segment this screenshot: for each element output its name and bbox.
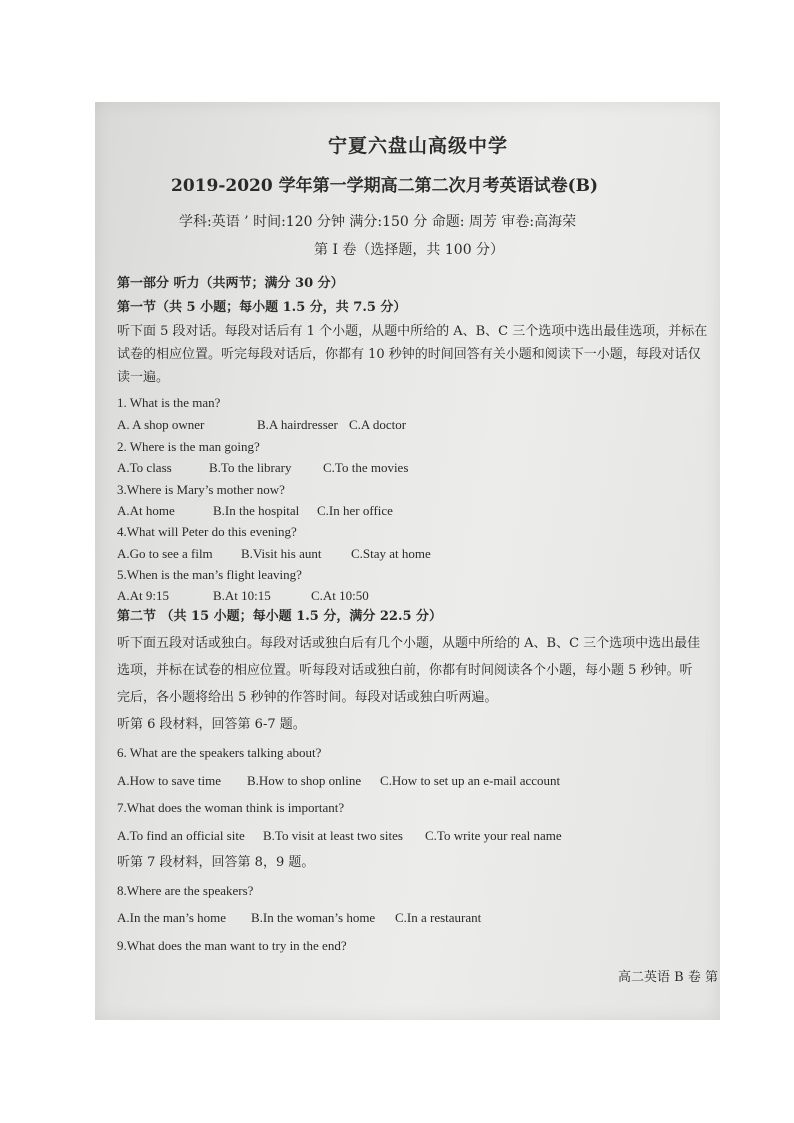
option-a: A.At 9:15	[117, 588, 169, 603]
material-6-note: 听第 6 段材料，回答第 6-7 题。	[117, 717, 306, 732]
option-b: B.To the library	[209, 460, 292, 475]
section2-title: 第二节 （共 15 小题；每小题 1.5 分，满分 22.5 分）	[117, 609, 443, 624]
question-1-options	[117, 417, 406, 433]
section2-instruction-line: 完后，各小题将给出 5 秒钟的作答时间。每段对话或独白听两遍。	[117, 690, 498, 705]
option-a: A.Go to see a film	[117, 546, 213, 561]
question-5-options	[117, 588, 369, 604]
exam-paper	[95, 102, 720, 1020]
section2-instruction-line: 选项，并标在试卷的相应位置。听每段对话或独白前，你都有时间阅读各个小题，每小题 5 秒钟。听	[117, 663, 693, 678]
option-a: A.In the man’s home	[117, 910, 227, 925]
option-c: C.A doctor	[349, 417, 407, 432]
question-7-options	[117, 828, 562, 844]
question-2-options	[117, 460, 408, 476]
option-c: C.How to set up an e-mail account	[380, 773, 561, 788]
page-footer: 高二英语 B 卷 第	[618, 970, 718, 985]
question-7: 7.What does the woman think is important?	[117, 800, 345, 815]
question-8: 8.Where are the speakers?	[117, 883, 254, 898]
material-7-note: 听第 7 段材料，回答第 8，9 题。	[117, 855, 315, 870]
question-8-options	[117, 910, 481, 926]
question-3: 3.Where is Mary’s mother now?	[117, 482, 285, 497]
option-a: A. A shop owner	[117, 417, 205, 432]
question-1: 1. What is the man?	[117, 395, 221, 410]
section1-instruction-line: 读一遍。	[117, 370, 170, 385]
exam-info: 学科:英语 ’ 时间:120 分钟 满分:150 分 命题: 周芳 审卷:高海荣	[179, 214, 577, 230]
volume-title: 第 I 卷（选择题，共 100 分）	[314, 242, 505, 258]
option-b: B.In the woman’s home	[251, 910, 376, 925]
option-a: A.To find an official site	[117, 828, 245, 843]
option-c: C.In a restaurant	[395, 910, 482, 925]
option-c: C.To the movies	[323, 460, 409, 475]
option-b: B.A hairdresser	[257, 417, 338, 432]
option-c: C.In her office	[317, 503, 393, 518]
question-4: 4.What will Peter do this evening?	[117, 524, 297, 539]
option-a: A.To class	[117, 460, 172, 475]
school-name: 宁夏六盘山高级中学	[328, 135, 509, 157]
option-b: B.Visit his aunt	[241, 546, 322, 561]
option-b: B.At 10:15	[213, 588, 271, 603]
option-b: B.To visit at least two sites	[263, 828, 403, 843]
exam-title: 2019-2020 学年第一学期高二第二次月考英语试卷(B)	[171, 176, 599, 196]
question-9: 9.What does the man want to try in the end?	[117, 938, 347, 953]
option-a: A.At home	[117, 503, 175, 518]
question-6-options	[117, 773, 560, 789]
question-5: 5.When is the man’s flight leaving?	[117, 567, 302, 582]
section1-instruction-line: 试卷的相应位置。听完每段对话后，你都有 10 秒钟的时间回答有关小题和阅读下一小题，每段对话仅	[117, 347, 701, 362]
question-2: 2. Where is the man going?	[117, 439, 260, 454]
option-a: A.How to save time	[117, 773, 221, 788]
question-4-options	[117, 546, 431, 562]
option-b: B.In the hospital	[213, 503, 300, 518]
option-c: C.At 10:50	[311, 588, 369, 603]
section1-instruction-line: 听下面 5 段对话。每段对话后有 1 个小题，从题中所给的 A、B、C 三个选项中选出最佳选项，并标在	[117, 324, 708, 339]
option-c: C.To write your real name	[425, 828, 562, 843]
section2-instruction-line: 听下面五段对话或独白。每段对话或独白后有几个小题，从题中所给的 A、B、C 三个选项中选出最佳	[117, 636, 701, 651]
section1-title: 第一节（共 5 小题；每小题 1.5 分，共 7.5 分）	[117, 300, 407, 315]
question-6: 6. What are the speakers talking about?	[117, 745, 322, 760]
option-c: C.Stay at home	[351, 546, 431, 561]
part1-title: 第一部分 听力（共两节；满分 30 分）	[117, 276, 344, 291]
question-3-options	[117, 503, 393, 519]
option-b: B.How to shop online	[247, 773, 362, 788]
